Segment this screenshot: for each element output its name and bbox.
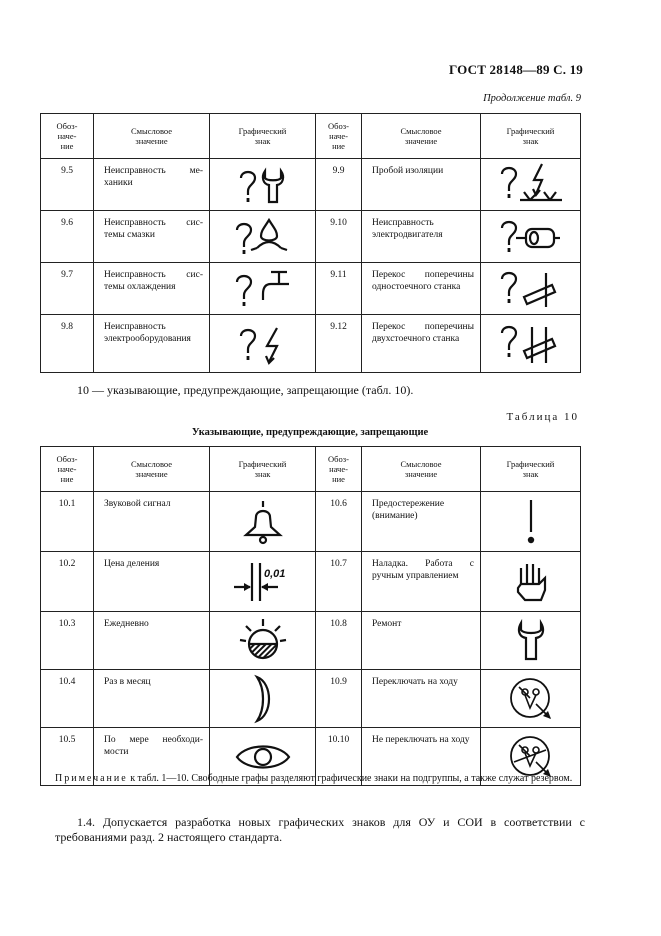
row-num: 9.11 xyxy=(316,263,362,315)
row-sign xyxy=(481,492,581,552)
row-num: 9.12 xyxy=(316,315,362,373)
row-sign xyxy=(210,211,316,263)
page-header: ГОСТ 28148—89 С. 19 xyxy=(449,62,583,77)
row-num: 9.6 xyxy=(41,211,94,263)
header-num: Обоз- наче- ние xyxy=(41,447,94,492)
table-10 xyxy=(40,446,581,786)
row-meaning: Перекос поперечины одностоечного станка xyxy=(362,263,481,315)
header-num: Обоз- наче- ние xyxy=(41,114,94,159)
row-sign xyxy=(210,552,316,612)
sun-icon xyxy=(236,616,290,666)
row-meaning: Наладка. Работа с ручным управлением xyxy=(362,552,481,612)
row-meaning: Ремонт xyxy=(362,612,481,670)
row-num: 10.5 xyxy=(41,728,94,786)
row-sign xyxy=(210,159,316,211)
row-sign xyxy=(481,211,581,263)
table-9-header xyxy=(41,114,581,159)
bell-icon xyxy=(238,497,288,547)
row-meaning: Неисправность электрооборудования xyxy=(94,315,210,373)
table-row xyxy=(41,492,581,552)
row-sign xyxy=(481,552,581,612)
table-row xyxy=(41,612,581,670)
row-sign xyxy=(481,670,581,728)
row-num: 10.10 xyxy=(316,728,362,786)
header-sign: Графический знак xyxy=(481,114,581,159)
switch-on-move-icon xyxy=(506,674,556,724)
header-sign: Графический знак xyxy=(210,447,316,492)
header-meaning: Смысловое значение xyxy=(94,447,210,492)
row-num: 10.8 xyxy=(316,612,362,670)
row-meaning: Предостережение (внимание) xyxy=(362,492,481,552)
row-meaning: Ежедневно xyxy=(94,612,210,670)
row-sign xyxy=(210,263,316,315)
row-meaning: Неисправность электродвигателя xyxy=(362,211,481,263)
division-value-label: 0,01 xyxy=(263,567,285,580)
row-sign xyxy=(481,315,581,373)
row-num: 10.1 xyxy=(41,492,94,552)
paragraph-1-4: 1.4. Допускается разработка новых графических знаков для ОУ и СОИ в соответствии с требованиями разд. 2 настоящего стандарта. xyxy=(55,815,585,844)
row-meaning: Раз в месяц xyxy=(94,670,210,728)
table-10-header xyxy=(41,447,581,492)
question-oil-drop-icon xyxy=(231,216,295,258)
header-meaning: Смысловое значение xyxy=(362,447,481,492)
row-meaning: Неисправность ме-ханики xyxy=(94,159,210,211)
row-num: 10.2 xyxy=(41,552,94,612)
question-insulation-breakdown-icon xyxy=(496,162,566,208)
row-meaning: Не переключать на ходу xyxy=(362,728,481,786)
table-10-caption: Таблица 10 xyxy=(506,411,579,423)
crescent-moon-icon xyxy=(243,673,283,725)
question-faucet-icon xyxy=(231,268,295,310)
table-9 xyxy=(40,113,581,373)
paragraph-10: 10 — указывающие, предупреждающие, запрещающие (табл. 10). xyxy=(77,383,414,397)
question-wrench-icon xyxy=(233,165,293,205)
header-meaning: Смысловое значение xyxy=(94,114,210,159)
row-num: 10.4 xyxy=(41,670,94,728)
row-meaning: Неисправность сис-темы смазки xyxy=(94,211,210,263)
row-num: 9.5 xyxy=(41,159,94,211)
row-num: 10.3 xyxy=(41,612,94,670)
row-num: 9.7 xyxy=(41,263,94,315)
row-meaning: Цена деления xyxy=(94,552,210,612)
row-meaning: Звуковой сигнал xyxy=(94,492,210,552)
header-meaning: Смысловое значение xyxy=(362,114,481,159)
header-num: Обоз- наче- ние xyxy=(316,114,362,159)
eye-icon xyxy=(231,739,295,775)
row-meaning: Переключать на ходу xyxy=(362,670,481,728)
row-num: 10.9 xyxy=(316,670,362,728)
hand-icon xyxy=(511,558,551,606)
header-sign: Графический знак xyxy=(481,447,581,492)
row-sign xyxy=(210,612,316,670)
row-meaning: Неисправность сис-темы охлаждения xyxy=(94,263,210,315)
row-sign xyxy=(210,670,316,728)
note-text: к табл. 1—10. Свободные графы разделяют графические знаки на подгруппы, а также служат резервом. xyxy=(130,773,573,784)
row-meaning: Перекос поперечины двухстоечного станка xyxy=(362,315,481,373)
table-row xyxy=(41,211,581,263)
table-row xyxy=(41,159,581,211)
row-num: 9.8 xyxy=(41,315,94,373)
header-num: Обоз- наче- ние xyxy=(316,447,362,492)
row-num: 9.9 xyxy=(316,159,362,211)
wrench-icon xyxy=(513,617,549,665)
table-row xyxy=(41,315,581,373)
table-row xyxy=(41,263,581,315)
row-sign xyxy=(210,315,316,373)
question-lightning-icon xyxy=(233,322,293,366)
table-row xyxy=(41,552,581,612)
table-row xyxy=(41,670,581,728)
question-motor-icon xyxy=(496,216,566,258)
row-meaning: По мере необходи-мости xyxy=(94,728,210,786)
row-num: 10.6 xyxy=(316,492,362,552)
row-num: 10.7 xyxy=(316,552,362,612)
row-meaning: Пробой изоляции xyxy=(362,159,481,211)
scale-division-icon xyxy=(228,559,298,605)
note-label: Примечание xyxy=(55,773,128,784)
row-sign xyxy=(210,492,316,552)
table-10-title: Указывающие, предупреждающие, запрещающие xyxy=(191,427,429,438)
table-continuation-label: Продолжение табл. 9 xyxy=(483,93,581,104)
row-num: 9.10 xyxy=(316,211,362,263)
row-sign xyxy=(481,263,581,315)
question-single-column-skew-icon xyxy=(496,267,566,311)
exclamation-icon xyxy=(516,496,546,548)
header-sign: Графический знак xyxy=(210,114,316,159)
table-note xyxy=(55,772,585,785)
row-sign xyxy=(481,159,581,211)
question-double-column-skew-icon xyxy=(496,321,566,367)
row-sign xyxy=(481,612,581,670)
